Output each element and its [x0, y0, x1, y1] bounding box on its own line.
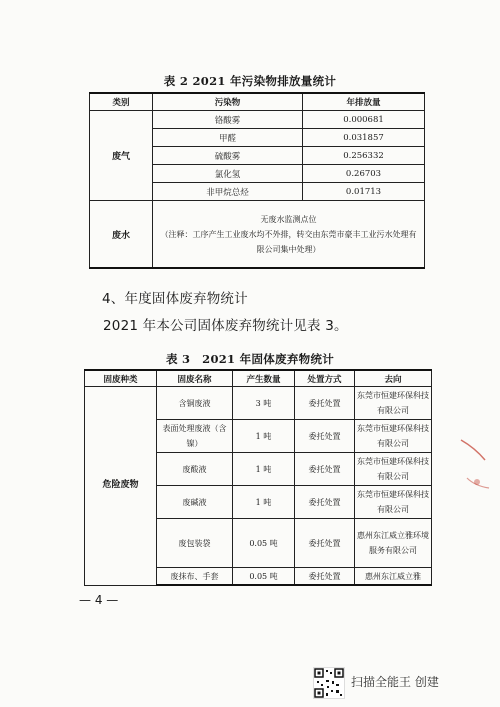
waste-name-cell: 废包装袋	[157, 519, 233, 568]
category-hazardous-waste: 危险废物	[85, 387, 157, 586]
water-note-line2: （注释：工序产生工业废水均不外排，转交由东莞市豪丰工业污水处理有限公司集中处理）	[160, 229, 417, 254]
header-annual-emission: 年排放量	[303, 93, 425, 111]
waste-name-cell: 表面处理废液（含镍）	[157, 420, 233, 453]
header-waste-type: 固废种类	[85, 370, 157, 387]
quantity-cell: 1 吨	[233, 453, 295, 486]
amount-cell: 0.26703	[303, 165, 425, 183]
water-note-line1: 无废水监测点位	[260, 214, 317, 224]
header-destination: 去向	[355, 370, 432, 387]
pollutant-cell: 氯化氢	[153, 165, 303, 183]
pollutant-cell: 非甲烷总烃	[153, 183, 303, 201]
qr-code-icon	[313, 667, 345, 699]
header-quantity: 产生数量	[233, 370, 295, 387]
red-stamp-fragment	[455, 430, 495, 500]
method-cell: 委托处置	[295, 387, 355, 420]
category-water: 废水	[90, 201, 153, 269]
header-category: 类别	[90, 93, 153, 111]
pollutant-emission-table	[89, 92, 425, 269]
table-row	[90, 111, 425, 129]
solid-waste-table	[84, 369, 432, 586]
quantity-cell: 3 吨	[233, 387, 295, 420]
pollutant-cell: 甲醛	[153, 129, 303, 147]
quantity-cell: 0.05 吨	[233, 568, 295, 586]
waste-name-cell: 废酸液	[157, 453, 233, 486]
quantity-cell: 0.05 吨	[233, 519, 295, 568]
section-title: 4、年度固体废弃物统计	[102, 291, 248, 307]
water-note-cell	[153, 201, 425, 269]
waste-name-cell: 含铜废液	[157, 387, 233, 420]
destination-cell: 东莞市恒建环保科技有限公司	[355, 486, 432, 519]
destination-cell: 东莞市恒建环保科技有限公司	[355, 453, 432, 486]
method-cell: 委托处置	[295, 568, 355, 586]
destination-cell: 东莞市恒建环保科技有限公司	[355, 420, 432, 453]
header-waste-name: 固废名称	[157, 370, 233, 387]
header-pollutant: 污染物	[153, 93, 303, 111]
pollutant-cell: 铬酸雾	[153, 111, 303, 129]
amount-cell: 0.031857	[303, 129, 425, 147]
table-row	[90, 201, 425, 269]
amount-cell: 0.01713	[303, 183, 425, 201]
method-cell: 委托处置	[295, 519, 355, 568]
method-cell: 委托处置	[295, 486, 355, 519]
destination-cell: 惠州东江威立雅环境服务有限公司	[355, 519, 432, 568]
quantity-cell: 1 吨	[233, 420, 295, 453]
scanner-watermark: 扫描全能王 创建	[351, 675, 439, 689]
amount-cell: 0.256332	[303, 147, 425, 165]
table2-caption: 表 2 2021 年污染物排放量统计	[163, 74, 337, 88]
page-number: — 4 —	[79, 593, 119, 607]
waste-name-cell: 废抹布、手套	[157, 568, 233, 586]
table3-caption: 表 3 2021 年固体废弃物统计	[165, 352, 335, 366]
table-row	[85, 387, 432, 420]
quantity-cell: 1 吨	[233, 486, 295, 519]
category-gas: 废气	[90, 111, 153, 201]
header-disposal-method: 处置方式	[295, 370, 355, 387]
section-body: 2021 年本公司固体废弃物统计见表 3。	[103, 318, 348, 334]
amount-cell: 0.000681	[303, 111, 425, 129]
method-cell: 委托处置	[295, 453, 355, 486]
waste-name-cell: 废碱液	[157, 486, 233, 519]
pollutant-cell: 硫酸雾	[153, 147, 303, 165]
destination-cell: 东莞市恒建环保科技有限公司	[355, 387, 432, 420]
destination-cell: 惠州东江威立雅	[355, 568, 432, 586]
method-cell: 委托处置	[295, 420, 355, 453]
